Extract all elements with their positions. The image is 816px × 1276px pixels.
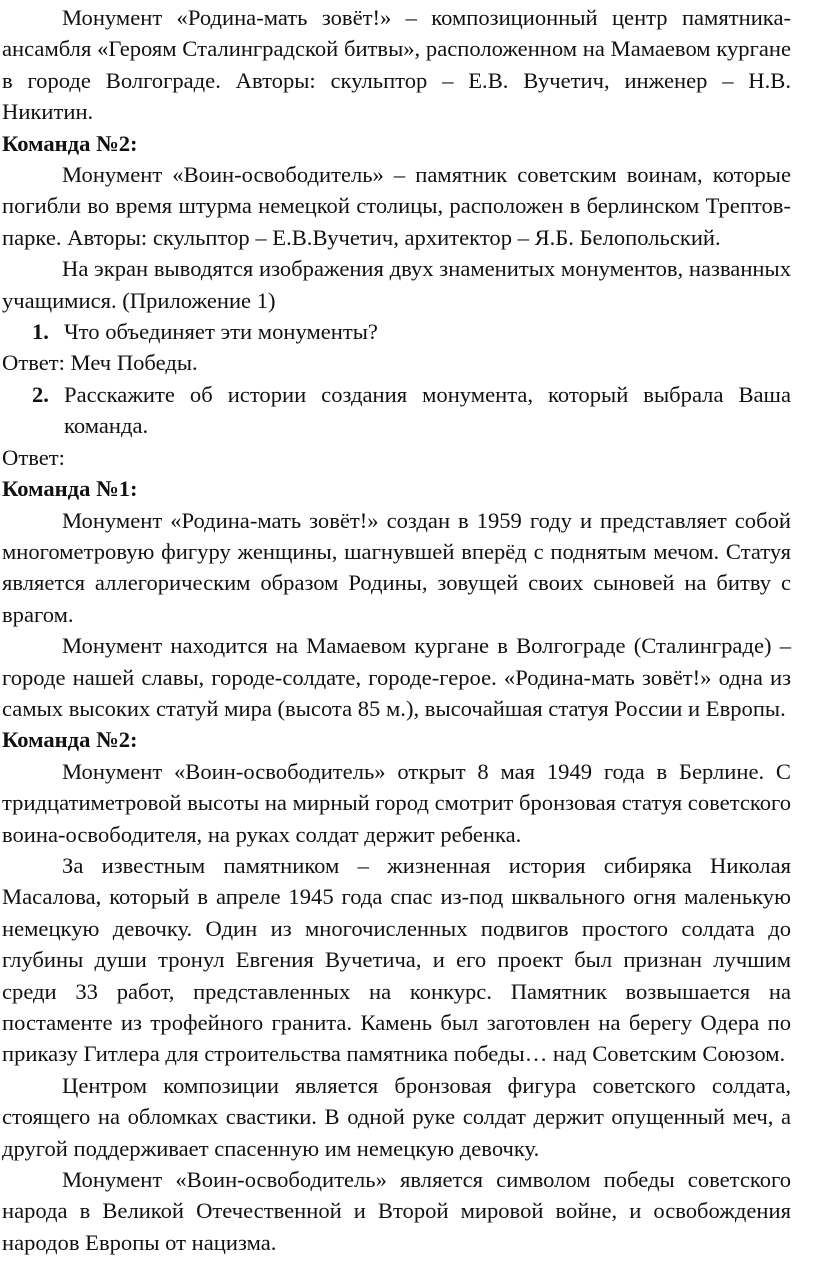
team2-paragraph: Монумент «Воин-освободитель» открыт 8 мая 1949 года в Берлине. С тридцатиметровой высоты на мирный город смотрит бронзовая статуя советского воина-освободителя, на руках солдат держит ребенка.: [2, 758, 791, 847]
intro-paragraph: Монумент «Родина-мать зовёт!» – композиционный центр памятника-ансамбля «Героям Сталинградской битвы», расположенном на Мамаевом кургане в городе Волгограде. Авторы: скульптор – Е.В. Вучетич, инженер – Н.В. Никитин.: [2, 5, 791, 125]
team1-heading: Команда №1:: [2, 476, 138, 502]
question-1-number: 1.: [32, 319, 49, 345]
team1-paragraph: Монумент «Родина-мать зовёт!» создан в 1959 году и представляет собой многометровую фигуру женщины, шагнувшей вперёд с поднятым мечом. Статуя является аллегорическим образом Родины, зовущей своих сыновей на битву с врагом.: [2, 507, 791, 627]
question-2-text: Расскажите об истории создания монумента, который выбрала Ваша команда.: [64, 381, 791, 439]
team2-paragraph: Центром композиции является бронзовая фигура советского солдата, стоящего на обломках свастики. В одной руке солдат держит опущенный меч, а другой поддерживает спасенную им немецкую девочку.: [2, 1072, 791, 1161]
team2-intro-paragraph: Монумент «Воин-освободитель» – памятник советским воинам, которые погибли во время штурма немецкой столицы, расположен в берлинском Трептов-парке. Авторы: скульптор – Е.В.Вучетич, архитектор – Я.Б. Белопольский.: [2, 162, 791, 250]
question-2-number: 2.: [32, 381, 49, 407]
answer-2-label: Ответ:: [2, 444, 65, 470]
question-1-text: Что объединяет эти монументы?: [64, 319, 378, 345]
team2-paragraph: Монумент «Воин-освободитель» является символом победы советского народа в Великой Отечественной и Второй мировой войне, и освобождения народов Европы от нацизма.: [2, 1167, 791, 1255]
answer-1: Ответ: Меч Победы.: [2, 350, 198, 376]
team1-paragraph: Монумент находится на Мамаевом кургане в Волгограде (Сталинграде) – городе нашей славы, городе-солдате, городе-герое. «Родина-мать зовёт!» одна из самых высоких статуй мира (высота 85 м.), высочайшая статуя России и Европы.: [2, 633, 791, 721]
question-2: [2, 379, 791, 442]
team2-paragraph: За известным памятником – жизненная история сибиряка Николая Масалова, который в апреле 1945 года спас из-под шквального огня маленькую немецкую девочку. Один из многочисленных подвигов простого солдата до глубины души тронул Евгения Вучетича, и его проект был признан лучшим среди 33 работ, представленных на конкурс. Памятник возвышается на постаменте из трофейного гранита. Камень был заготовлен на берегу Одера по приказу Гитлера для строительства памятника победы… над Советским Союзом.: [2, 852, 791, 1067]
screen-paragraph: На экран выводятся изображения двух знаменитых монументов, названных учащимися. (Приложение 1): [2, 256, 791, 313]
team2-heading-top: Команда №2:: [2, 130, 138, 156]
question-1: [2, 316, 791, 347]
team2-heading: Команда №2:: [2, 727, 138, 753]
